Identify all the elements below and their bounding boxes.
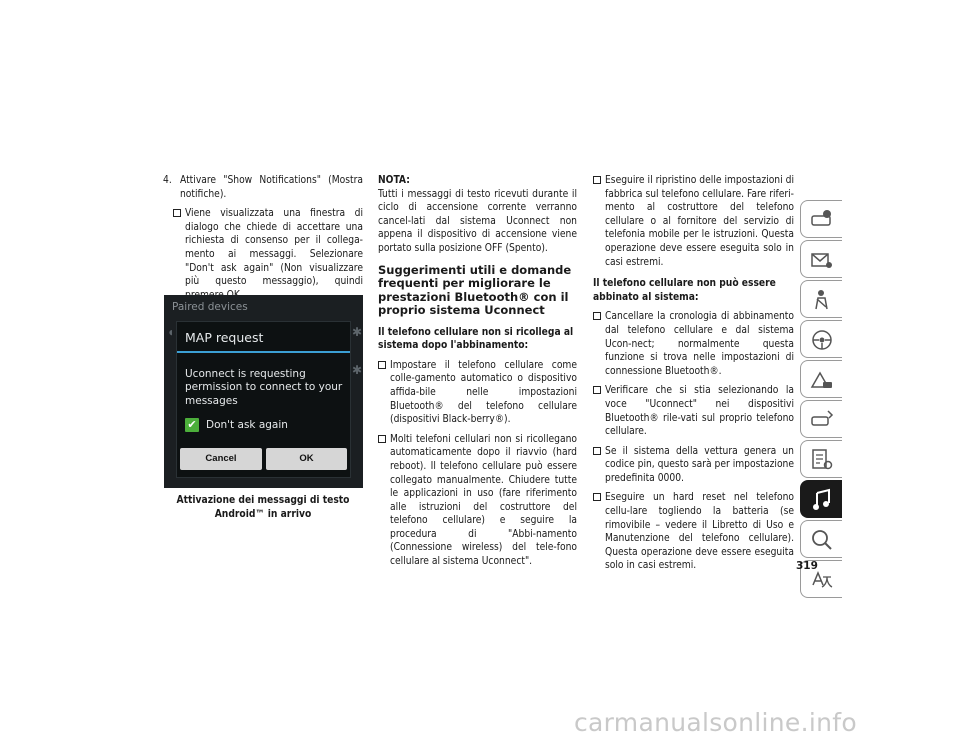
map-request-screenshot: [164, 295, 363, 488]
bullet-item: [593, 384, 794, 438]
checkbox-bullet-icon: [378, 435, 386, 443]
bullet-item: [378, 359, 577, 427]
car-info-icon: [809, 207, 835, 233]
tab-car-dashboard[interactable]: [800, 200, 842, 238]
column-2: [378, 174, 577, 569]
tab-search[interactable]: [800, 520, 842, 558]
checkbox-bullet-icon: [378, 361, 386, 369]
bullet-item: [593, 491, 794, 573]
note-label: NOTA:: [378, 175, 410, 186]
warning-car-icon: [809, 367, 835, 393]
step-4: [163, 174, 363, 201]
checkbox-bullet-icon: [593, 176, 601, 184]
note-text: Tutti i messaggi di testo ricevuti durante il ciclo di accensione corrente verranno cancel-lati dal sistema Uconnect non appena il dispositivo di accensione viene portato sulla posizione OFF (Spento).: [378, 188, 577, 254]
column-1: [163, 174, 363, 302]
checkbox-bullet-icon: [173, 209, 181, 217]
ok-button[interactable]: OK: [266, 448, 347, 470]
gear-icon: ✱: [352, 325, 363, 339]
bullet-text: Impostare il telefono cellulare come colle-gamento automatico o dispositivo affida-bile nelle impostazioni Bluetooth® del telefono cellulare (dispositivi Black-berry®).: [390, 359, 577, 426]
bullet-text: Cancellare la cronologia di abbinamento dal telefono cellulare e dal sistema Ucon-nect; normalmente questa funzione si trova nelle impostazioni di connessione Bluetooth®.: [605, 311, 794, 377]
search-icon: [809, 527, 835, 553]
tab-service[interactable]: [800, 400, 842, 438]
checkbox-bullet-icon: [593, 312, 601, 320]
device-icon: ◖: [167, 325, 175, 339]
steering-wheel-icon: [809, 327, 835, 353]
reconnect-heading: Il telefono cellulare non si ricollega al sistema dopo l'abbinamento:: [378, 326, 574, 352]
checkbox-bullet-icon: [593, 447, 601, 455]
car-service-icon: [809, 407, 835, 433]
paired-devices-title: Paired devices: [172, 301, 248, 313]
bullet-item: [593, 174, 794, 269]
bullet-text: Molti telefoni cellulari non si ricollegano automaticamente dopo il riavvio (hard reboot). Il telefono cellulare può essere collegato manualmente. Chiudere tutte le applicazioni in uso (fare riferimento alle istruzioni del costruttore del telefono cellulare) e seguire la procedura di "Abbi-namento (Connessione wireless) del tele-fono cellulare al sistema Uconnect".: [390, 433, 577, 568]
map-request-dialog: [176, 321, 351, 478]
column-3: [593, 174, 794, 573]
dialog-message: Uconnect is requesting permission to connect to your messages: [185, 368, 343, 407]
tab-specifications[interactable]: [800, 440, 842, 478]
step-text: Attivare "Show Notifications" (Mostra notifiche).: [180, 175, 363, 200]
bullet-item: [378, 433, 577, 569]
bullet-item: [593, 445, 794, 486]
tab-emergency[interactable]: [800, 360, 842, 398]
step-number: 4.: [163, 175, 172, 186]
bullet-text: Verificare che si stia selezionando la voce "Uconnect" nei dispositivi Bluetooth® rile-vati sul proprio telefono cellulare.: [605, 385, 794, 438]
tips-heading: Suggerimenti utili e domande frequenti per migliorare le prestazioni Bluetooth® con il proprio sistema Uconnect: [378, 262, 572, 318]
cancel-button[interactable]: Cancel: [180, 448, 262, 470]
seatbelt-icon: [809, 287, 835, 313]
bullet-text: Se il sistema della vettura genera un codice pin, questo sarà per impostazione predefinita 0000.: [605, 445, 794, 484]
envelope-heart-icon: [809, 247, 835, 273]
bullet-text: Eseguire il ripristino delle impostazioni di fabbrica sul telefono cellulare. Fare riferi-mento al costruttore del telefono cellulare o al fornitore del servizio di telefonia mobile per le istruzioni. Questa operazione deve essere eseguita solo in casi estremi.: [605, 175, 794, 268]
pair-heading: Il telefono cellulare non può essere abbinato al sistema:: [593, 278, 776, 303]
bullet-item: [593, 310, 794, 378]
page-number: 319: [796, 560, 818, 572]
tab-driving[interactable]: [800, 320, 842, 358]
checkbox-bullet-icon: [593, 493, 601, 501]
bullet-item: [163, 207, 363, 302]
check-icon[interactable]: ✔: [185, 418, 199, 432]
music-note-icon: [809, 487, 835, 513]
checkbox-bullet-icon: [593, 386, 601, 394]
dialog-divider: [177, 351, 350, 353]
watermark: carmanualsonline.info: [574, 708, 857, 737]
figure-caption: Attivazione dei messaggi di testo Android™ in arrivo: [176, 495, 350, 520]
bullet-text: Viene visualizzata una finestra di dialogo che chiede di accettare una richiesta di consenso per il collega-mento ai messaggi. Selezionare "Don't ask again" (Non visualizzare più questo messaggio), quindi: [185, 208, 363, 288]
bullet-text: Eseguire un hard reset nel telefono cellu-lare togliendo la batteria (se rimovibile – vedere il Libretto di Uso e Manutenzione del telefono cellulare). Questa operazione deve essere eseguita solo in casi estremi.: [605, 492, 794, 572]
dialog-title: MAP request: [185, 330, 264, 345]
gear-icon: ✱: [352, 363, 363, 377]
document-gear-icon: [809, 447, 835, 473]
tab-multimedia[interactable]: [800, 480, 842, 518]
tab-seatbelt[interactable]: [800, 280, 842, 318]
dont-ask-again-label[interactable]: Don't ask again: [206, 419, 288, 431]
chapter-tabs: [800, 200, 842, 600]
tab-safety[interactable]: [800, 240, 842, 278]
